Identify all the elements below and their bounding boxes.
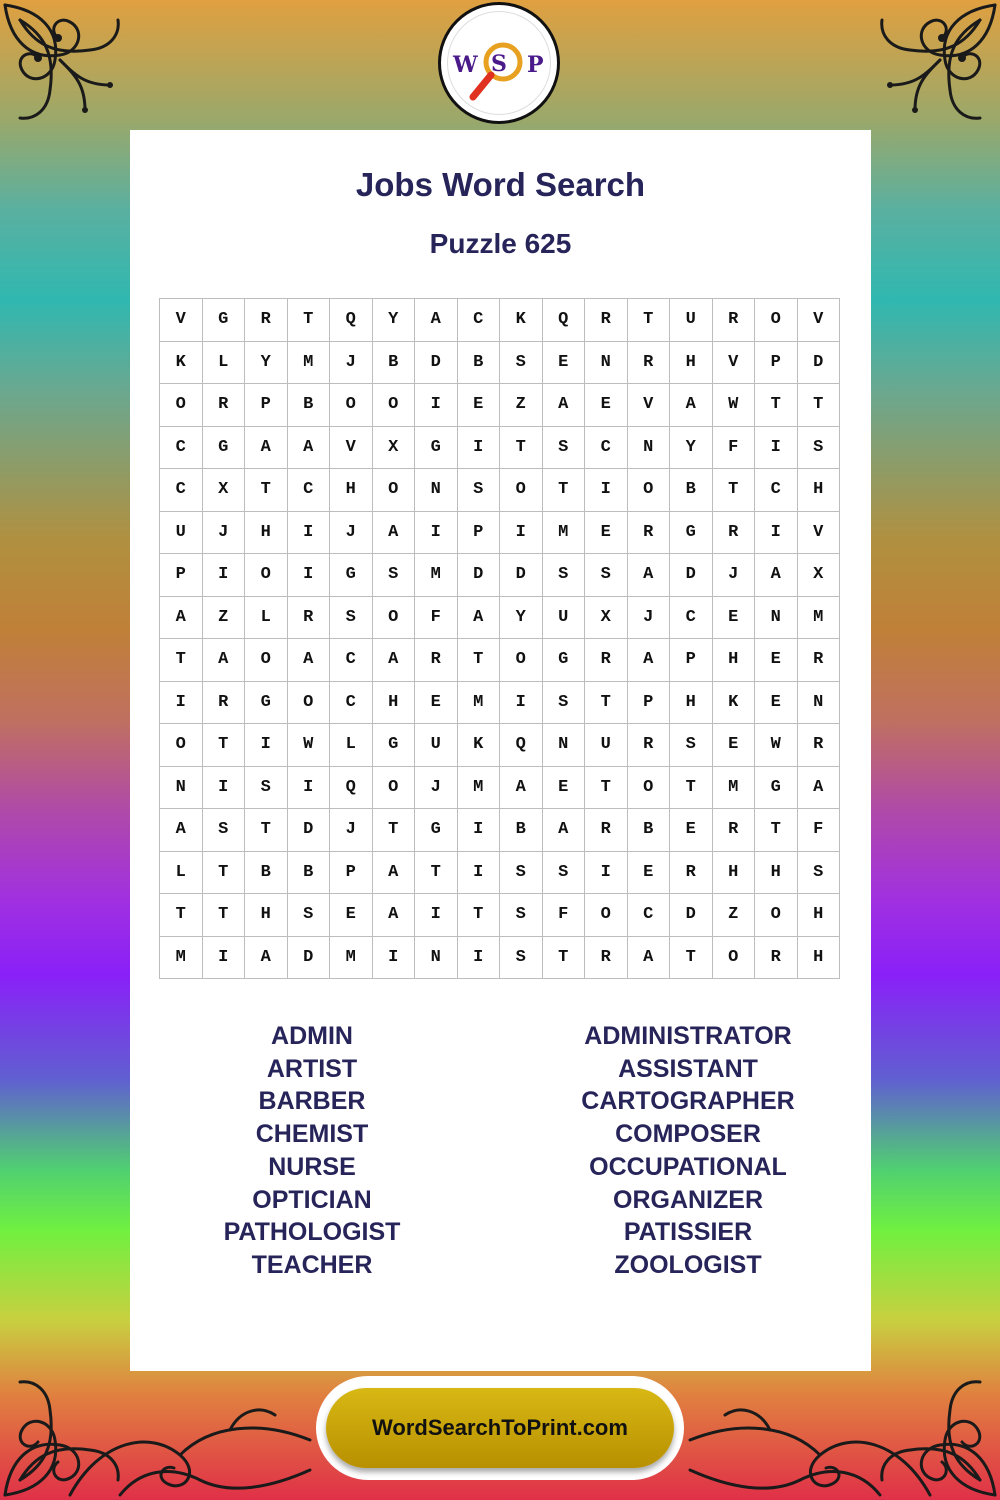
grid-cell[interactable]: H <box>713 639 756 682</box>
grid-cell[interactable]: B <box>458 342 501 385</box>
grid-cell[interactable]: H <box>245 894 288 937</box>
grid-cell[interactable]: C <box>160 427 203 470</box>
grid-cell[interactable]: I <box>415 384 458 427</box>
grid-cell[interactable]: A <box>628 937 671 980</box>
grid-cell[interactable]: N <box>755 597 798 640</box>
grid-cell[interactable]: N <box>543 724 586 767</box>
grid-cell[interactable]: I <box>458 809 501 852</box>
grid-cell[interactable]: L <box>245 597 288 640</box>
grid-cell[interactable]: I <box>755 427 798 470</box>
grid-cell[interactable]: G <box>203 427 246 470</box>
grid-cell[interactable]: N <box>160 767 203 810</box>
grid-cell[interactable]: S <box>288 894 331 937</box>
grid-cell[interactable]: E <box>713 724 756 767</box>
grid-cell[interactable]: K <box>458 724 501 767</box>
grid-cell[interactable]: E <box>543 342 586 385</box>
grid-cell[interactable]: E <box>670 809 713 852</box>
grid-cell[interactable]: T <box>755 809 798 852</box>
grid-cell[interactable]: D <box>670 554 713 597</box>
word-list-left <box>162 1020 462 1282</box>
grid-cell[interactable]: Q <box>543 299 586 342</box>
grid-cell[interactable]: S <box>500 852 543 895</box>
grid-cell[interactable]: I <box>458 852 501 895</box>
grid-cell[interactable]: A <box>160 597 203 640</box>
grid-cell[interactable]: S <box>458 469 501 512</box>
grid-cell[interactable]: H <box>798 469 841 512</box>
grid-cell[interactable]: D <box>670 894 713 937</box>
grid-cell[interactable]: K <box>160 342 203 385</box>
grid-cell[interactable]: I <box>585 469 628 512</box>
grid-cell[interactable]: G <box>203 299 246 342</box>
grid-cell[interactable]: R <box>628 724 671 767</box>
grid-cell[interactable]: H <box>670 682 713 725</box>
grid-cell[interactable]: M <box>713 767 756 810</box>
puzzle-number: Puzzle 625 <box>429 228 572 259</box>
grid-cell[interactable]: T <box>543 469 586 512</box>
grid-cell[interactable]: I <box>288 512 331 555</box>
grid-cell[interactable]: T <box>373 809 416 852</box>
grid-cell[interactable]: M <box>415 554 458 597</box>
grid-cell[interactable]: T <box>670 937 713 980</box>
grid-cell[interactable]: O <box>713 937 756 980</box>
scroll-flourish-icon <box>680 1370 940 1500</box>
grid-cell[interactable]: T <box>628 299 671 342</box>
grid-cell[interactable]: N <box>415 937 458 980</box>
grid-cell[interactable]: G <box>373 724 416 767</box>
grid-cell[interactable]: M <box>458 682 501 725</box>
grid-cell[interactable]: T <box>203 852 246 895</box>
grid-cell[interactable]: I <box>160 682 203 725</box>
grid-cell[interactable]: I <box>415 894 458 937</box>
grid-cell[interactable]: X <box>203 469 246 512</box>
grid-cell[interactable]: Y <box>373 299 416 342</box>
grid-cell[interactable]: A <box>628 639 671 682</box>
grid-cell[interactable]: A <box>203 639 246 682</box>
grid-cell[interactable]: X <box>798 554 841 597</box>
grid-cell[interactable]: I <box>415 512 458 555</box>
grid-cell[interactable]: E <box>585 512 628 555</box>
grid-cell[interactable]: D <box>288 937 331 980</box>
site-link[interactable] <box>326 1388 674 1468</box>
grid-cell[interactable]: H <box>330 469 373 512</box>
grid-cell[interactable]: X <box>373 427 416 470</box>
grid-cell[interactable]: J <box>415 767 458 810</box>
grid-cell[interactable]: E <box>543 767 586 810</box>
grid-cell[interactable]: T <box>585 682 628 725</box>
grid-cell[interactable]: N <box>585 342 628 385</box>
grid-cell[interactable]: P <box>670 639 713 682</box>
grid-cell[interactable]: O <box>500 639 543 682</box>
grid-cell[interactable]: R <box>798 639 841 682</box>
grid-cell[interactable]: V <box>160 299 203 342</box>
grid-cell[interactable]: O <box>373 469 416 512</box>
grid-cell[interactable]: R <box>628 342 671 385</box>
grid-cell[interactable]: P <box>755 342 798 385</box>
grid-cell[interactable]: Y <box>245 342 288 385</box>
grid-cell[interactable]: C <box>288 469 331 512</box>
grid-cell[interactable]: A <box>415 299 458 342</box>
grid-cell[interactable]: T <box>203 724 246 767</box>
grid-cell[interactable]: Q <box>500 724 543 767</box>
grid-cell[interactable]: I <box>288 767 331 810</box>
grid-cell[interactable]: A <box>670 384 713 427</box>
grid-cell[interactable]: B <box>670 469 713 512</box>
grid-cell[interactable]: C <box>458 299 501 342</box>
grid-cell[interactable]: V <box>713 342 756 385</box>
grid-cell[interactable]: G <box>330 554 373 597</box>
grid-cell[interactable]: A <box>458 597 501 640</box>
grid-cell[interactable]: G <box>670 512 713 555</box>
grid-cell[interactable]: A <box>288 427 331 470</box>
grid-cell[interactable]: N <box>415 469 458 512</box>
logo-letter-w: W <box>453 52 478 78</box>
grid-cell[interactable]: O <box>330 384 373 427</box>
grid-cell[interactable]: H <box>373 682 416 725</box>
grid-cell[interactable]: G <box>415 427 458 470</box>
grid-cell[interactable]: K <box>713 682 756 725</box>
grid-cell[interactable]: E <box>585 384 628 427</box>
grid-cell[interactable]: G <box>543 639 586 682</box>
grid-cell[interactable]: R <box>585 299 628 342</box>
grid-cell[interactable]: E <box>458 384 501 427</box>
grid-cell[interactable]: T <box>755 384 798 427</box>
grid-cell[interactable]: Y <box>500 597 543 640</box>
word-list-item: ADMINISTRATOR <box>584 1022 792 1050</box>
grid-cell[interactable]: O <box>628 767 671 810</box>
grid-cell[interactable]: O <box>628 469 671 512</box>
grid-cell[interactable]: C <box>670 597 713 640</box>
grid-cell[interactable]: J <box>330 342 373 385</box>
grid-cell[interactable]: D <box>415 342 458 385</box>
word-list-item: OCCUPATIONAL <box>589 1152 787 1181</box>
grid-cell[interactable]: E <box>415 682 458 725</box>
grid-cell[interactable]: V <box>798 299 841 342</box>
grid-cell[interactable]: P <box>458 512 501 555</box>
grid-cell[interactable]: R <box>203 682 246 725</box>
word-list-item: COMPOSER <box>615 1120 761 1149</box>
grid-cell[interactable]: S <box>543 852 586 895</box>
grid-cell[interactable]: D <box>458 554 501 597</box>
grid-cell[interactable]: B <box>288 384 331 427</box>
word-list-item: OPTICIAN <box>252 1185 372 1214</box>
grid-cell[interactable]: A <box>160 809 203 852</box>
grid-cell[interactable]: N <box>798 682 841 725</box>
grid-cell[interactable]: V <box>798 512 841 555</box>
grid-cell[interactable]: X <box>585 597 628 640</box>
grid-cell[interactable]: O <box>160 724 203 767</box>
grid-cell[interactable]: A <box>288 639 331 682</box>
grid-cell[interactable]: A <box>543 809 586 852</box>
grid-cell[interactable]: O <box>500 469 543 512</box>
grid-cell[interactable]: A <box>373 894 416 937</box>
grid-cell[interactable]: O <box>373 597 416 640</box>
site-logo <box>438 2 560 124</box>
word-list-item: ZOOLOGIST <box>614 1250 762 1279</box>
grid-cell[interactable]: T <box>160 639 203 682</box>
grid-cell[interactable]: T <box>670 767 713 810</box>
grid-cell[interactable]: E <box>755 682 798 725</box>
scroll-flourish-icon <box>60 1370 320 1500</box>
grid-cell[interactable]: P <box>160 554 203 597</box>
grid-cell[interactable]: K <box>500 299 543 342</box>
word-list-item: PATISSIER <box>623 1218 753 1247</box>
grid-cell[interactable]: R <box>585 809 628 852</box>
word-list-item: ARTIST <box>266 1054 358 1083</box>
grid-cell[interactable]: Y <box>670 427 713 470</box>
grid-cell[interactable]: I <box>203 554 246 597</box>
word-list-item: ORGANIZER <box>613 1185 763 1214</box>
grid-cell[interactable]: F <box>798 809 841 852</box>
word-list-item: BARBER <box>258 1087 366 1116</box>
grid-cell[interactable]: S <box>500 342 543 385</box>
grid-cell[interactable]: T <box>245 469 288 512</box>
grid-cell[interactable]: M <box>543 512 586 555</box>
grid-cell[interactable]: I <box>500 682 543 725</box>
grid-cell[interactable]: M <box>288 342 331 385</box>
grid-cell[interactable]: J <box>330 809 373 852</box>
grid-cell[interactable]: S <box>330 597 373 640</box>
word-list-item: TEACHER <box>251 1250 373 1279</box>
grid-cell[interactable]: D <box>288 809 331 852</box>
grid-cell[interactable]: O <box>160 384 203 427</box>
grid-cell[interactable]: O <box>288 682 331 725</box>
grid-cell[interactable]: L <box>160 852 203 895</box>
grid-cell[interactable]: Z <box>203 597 246 640</box>
grid-cell[interactable]: T <box>798 384 841 427</box>
site-name: WordSearchToPrint.com <box>372 1415 628 1440</box>
grid-cell[interactable]: O <box>245 554 288 597</box>
word-list-item: CARTOGRAPHER <box>581 1087 795 1116</box>
grid-cell[interactable]: R <box>288 597 331 640</box>
grid-cell[interactable]: S <box>500 894 543 937</box>
grid-cell[interactable]: T <box>160 894 203 937</box>
grid-cell[interactable]: B <box>373 342 416 385</box>
grid-cell[interactable]: O <box>755 299 798 342</box>
grid-cell[interactable]: T <box>458 894 501 937</box>
grid-cell[interactable]: S <box>373 554 416 597</box>
grid-cell[interactable]: R <box>670 852 713 895</box>
grid-cell[interactable]: T <box>415 852 458 895</box>
grid-cell[interactable]: I <box>585 852 628 895</box>
grid-cell[interactable]: R <box>203 384 246 427</box>
grid-cell[interactable]: A <box>373 639 416 682</box>
grid-cell[interactable]: S <box>798 427 841 470</box>
word-list-item: ASSISTANT <box>618 1054 758 1083</box>
grid-cell[interactable]: G <box>415 809 458 852</box>
grid-cell[interactable]: Z <box>500 384 543 427</box>
grid-cell[interactable]: R <box>415 639 458 682</box>
grid-cell[interactable]: I <box>458 937 501 980</box>
grid-cell[interactable]: O <box>245 639 288 682</box>
grid-cell[interactable]: R <box>585 639 628 682</box>
grid-cell[interactable]: C <box>330 639 373 682</box>
grid-cell[interactable]: I <box>203 767 246 810</box>
grid-cell[interactable]: A <box>798 767 841 810</box>
letter-grid <box>159 298 840 979</box>
word-list-right <box>538 1020 838 1282</box>
word-list-item: NURSE <box>268 1152 356 1181</box>
grid-cell[interactable]: B <box>628 809 671 852</box>
grid-cell[interactable]: S <box>543 682 586 725</box>
grid-cell[interactable]: V <box>330 427 373 470</box>
grid-cell[interactable]: W <box>713 384 756 427</box>
grid-cell[interactable]: E <box>330 894 373 937</box>
grid-cell[interactable]: I <box>755 512 798 555</box>
grid-cell[interactable]: C <box>160 469 203 512</box>
grid-cell[interactable]: B <box>288 852 331 895</box>
grid-cell[interactable]: T <box>543 937 586 980</box>
grid-cell[interactable]: H <box>713 852 756 895</box>
grid-cell[interactable]: A <box>245 427 288 470</box>
grid-cell[interactable]: J <box>330 512 373 555</box>
grid-cell[interactable]: E <box>628 852 671 895</box>
grid-cell[interactable]: T <box>288 299 331 342</box>
grid-cell[interactable]: I <box>203 937 246 980</box>
grid-cell[interactable]: C <box>585 427 628 470</box>
grid-cell[interactable]: O <box>373 384 416 427</box>
grid-cell[interactable]: C <box>755 469 798 512</box>
page-title: Jobs Word Search <box>355 166 646 203</box>
grid-cell[interactable]: S <box>798 852 841 895</box>
grid-cell[interactable]: A <box>373 512 416 555</box>
grid-cell[interactable]: L <box>330 724 373 767</box>
grid-cell[interactable]: I <box>458 427 501 470</box>
logo-letter-p: P <box>527 52 544 78</box>
grid-cell[interactable]: H <box>755 852 798 895</box>
grid-cell[interactable]: W <box>288 724 331 767</box>
grid-cell[interactable]: M <box>160 937 203 980</box>
grid-cell[interactable]: J <box>713 554 756 597</box>
grid-cell[interactable]: D <box>798 342 841 385</box>
corner-flourish-icon <box>870 0 1000 130</box>
grid-cell[interactable]: F <box>543 894 586 937</box>
grid-cell[interactable]: E <box>713 597 756 640</box>
grid-cell[interactable]: D <box>500 554 543 597</box>
grid-cell[interactable]: I <box>288 554 331 597</box>
grid-cell[interactable]: O <box>373 767 416 810</box>
grid-cell[interactable]: C <box>628 894 671 937</box>
grid-cell[interactable]: W <box>755 724 798 767</box>
grid-cell[interactable]: U <box>585 724 628 767</box>
grid-cell[interactable]: V <box>628 384 671 427</box>
grid-cell[interactable]: T <box>458 639 501 682</box>
grid-cell[interactable]: R <box>713 809 756 852</box>
grid-cell[interactable]: F <box>713 427 756 470</box>
grid-cell[interactable]: L <box>203 342 246 385</box>
grid-cell[interactable]: A <box>245 937 288 980</box>
grid-cell[interactable]: R <box>713 512 756 555</box>
grid-cell[interactable]: F <box>415 597 458 640</box>
grid-cell[interactable]: R <box>713 299 756 342</box>
site-badge <box>316 1376 684 1480</box>
grid-cell[interactable]: G <box>755 767 798 810</box>
grid-cell[interactable]: H <box>798 937 841 980</box>
grid-cell[interactable]: J <box>628 597 671 640</box>
logo-letter-s: S <box>491 51 507 77</box>
grid-cell[interactable]: R <box>585 937 628 980</box>
grid-cell[interactable]: N <box>628 427 671 470</box>
grid-cell[interactable]: O <box>585 894 628 937</box>
grid-cell[interactable]: T <box>713 469 756 512</box>
grid-cell[interactable]: P <box>628 682 671 725</box>
grid-cell[interactable]: P <box>330 852 373 895</box>
grid-cell[interactable]: Q <box>330 299 373 342</box>
grid-cell[interactable]: A <box>628 554 671 597</box>
grid-cell[interactable]: H <box>670 342 713 385</box>
grid-cell[interactable]: M <box>330 937 373 980</box>
grid-cell[interactable]: A <box>500 767 543 810</box>
grid-cell[interactable]: R <box>798 724 841 767</box>
grid-cell[interactable]: R <box>245 299 288 342</box>
grid-cell[interactable]: I <box>245 724 288 767</box>
word-list-item: ADMIN <box>271 1022 353 1050</box>
puzzle-sheet <box>130 130 871 1371</box>
grid-cell[interactable]: G <box>245 682 288 725</box>
grid-cell[interactable]: R <box>755 937 798 980</box>
grid-cell[interactable]: S <box>543 554 586 597</box>
grid-cell[interactable]: S <box>543 427 586 470</box>
word-list-item: PATHOLOGIST <box>223 1218 401 1247</box>
grid-cell[interactable]: U <box>160 512 203 555</box>
grid-cell[interactable]: M <box>798 597 841 640</box>
grid-cell[interactable]: T <box>585 767 628 810</box>
grid-cell[interactable]: U <box>670 299 713 342</box>
word-list-item: CHEMIST <box>255 1120 369 1149</box>
grid-cell[interactable]: J <box>203 512 246 555</box>
grid-cell[interactable]: B <box>245 852 288 895</box>
grid-cell[interactable]: T <box>203 894 246 937</box>
grid-cell[interactable]: S <box>500 937 543 980</box>
grid-cell[interactable]: I <box>373 937 416 980</box>
grid-cell[interactable]: H <box>798 894 841 937</box>
grid-cell[interactable]: Q <box>330 767 373 810</box>
corner-flourish-icon <box>0 0 130 130</box>
grid-cell[interactable]: A <box>373 852 416 895</box>
grid-cell[interactable]: S <box>203 809 246 852</box>
grid-cell[interactable]: Z <box>713 894 756 937</box>
grid-cell[interactable]: T <box>500 427 543 470</box>
grid-cell[interactable]: P <box>245 384 288 427</box>
grid-cell[interactable]: U <box>543 597 586 640</box>
grid-cell[interactable]: I <box>500 512 543 555</box>
grid-cell[interactable]: S <box>670 724 713 767</box>
grid-cell[interactable]: C <box>330 682 373 725</box>
grid-cell[interactable]: U <box>415 724 458 767</box>
grid-cell[interactable]: T <box>245 809 288 852</box>
grid-cell[interactable]: E <box>755 639 798 682</box>
grid-cell[interactable]: H <box>245 512 288 555</box>
grid-cell[interactable]: A <box>543 384 586 427</box>
grid-cell[interactable]: B <box>500 809 543 852</box>
grid-cell[interactable]: O <box>755 894 798 937</box>
grid-cell[interactable]: R <box>628 512 671 555</box>
grid-cell[interactable]: A <box>755 554 798 597</box>
grid-cell[interactable]: M <box>458 767 501 810</box>
grid-cell[interactable]: S <box>585 554 628 597</box>
grid-cell[interactable]: S <box>245 767 288 810</box>
